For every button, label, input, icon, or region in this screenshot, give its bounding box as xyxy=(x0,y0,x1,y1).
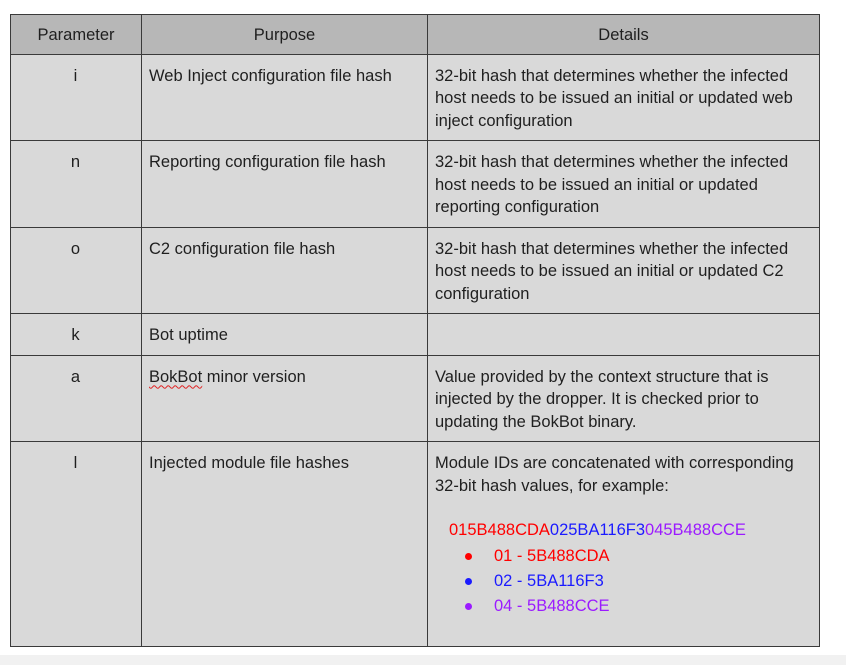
hash-part-04: 045B488CCE xyxy=(645,521,746,539)
hash-part-01: 015B488CDA xyxy=(449,521,550,539)
module-list xyxy=(435,544,811,619)
table-row xyxy=(11,314,820,356)
header-purpose: Purpose xyxy=(142,15,428,55)
param-cell: i xyxy=(11,54,142,141)
details-cell: Value provided by the context structure that is injected by the dropper. It is checked prior to updating the BokBot binary. xyxy=(428,355,820,442)
concatenated-hash-example xyxy=(435,519,811,542)
details-cell: 32-bit hash that determines whether the infected host needs to be issued an initial or updated reporting configuration xyxy=(428,141,820,228)
header-details: Details xyxy=(428,15,820,55)
module-entry: 01 - 5B488CDA xyxy=(494,546,610,565)
purpose-cell: C2 configuration file hash xyxy=(142,227,428,314)
header-parameter: Parameter xyxy=(11,15,142,55)
details-cell xyxy=(428,442,820,647)
param-cell: a xyxy=(11,355,142,442)
details-cell xyxy=(428,314,820,356)
purpose-cell: Web Inject configuration file hash xyxy=(142,54,428,141)
purpose-cell: Reporting configuration file hash xyxy=(142,141,428,228)
list-item xyxy=(435,594,811,619)
table-row xyxy=(11,442,820,647)
table-row xyxy=(11,54,820,141)
details-text: Module IDs are concatenated with corresponding 32-bit hash values, for example: xyxy=(435,454,794,495)
spellcheck-word: BokBot xyxy=(149,367,203,386)
bullet-icon xyxy=(465,553,472,560)
module-entry: 02 - 5BA116F3 xyxy=(494,571,604,590)
list-item xyxy=(435,544,811,569)
param-cell: l xyxy=(11,442,142,647)
param-cell: o xyxy=(11,227,142,314)
purpose-cell xyxy=(142,355,428,442)
purpose-cell: Bot uptime xyxy=(142,314,428,356)
details-cell: 32-bit hash that determines whether the infected host needs to be issued an initial or updated C2 configuration xyxy=(428,227,820,314)
bullet-icon xyxy=(465,578,472,585)
hash-part-02: 025BA116F3 xyxy=(549,521,646,539)
purpose-rest: minor version xyxy=(202,367,306,386)
page-bottom-strip xyxy=(0,655,846,665)
table-row xyxy=(11,355,820,442)
param-cell: n xyxy=(11,141,142,228)
table-row xyxy=(11,141,820,228)
details-cell: 32-bit hash that determines whether the infected host needs to be issued an initial or updated web inject configuration xyxy=(428,54,820,141)
param-cell: k xyxy=(11,314,142,356)
header-row xyxy=(11,15,820,55)
purpose-cell: Injected module file hashes xyxy=(142,442,428,647)
parameters-table xyxy=(10,14,820,647)
table-row xyxy=(11,227,820,314)
list-item xyxy=(435,569,811,594)
module-entry: 04 - 5B488CCE xyxy=(494,596,610,615)
bullet-icon xyxy=(465,603,472,610)
